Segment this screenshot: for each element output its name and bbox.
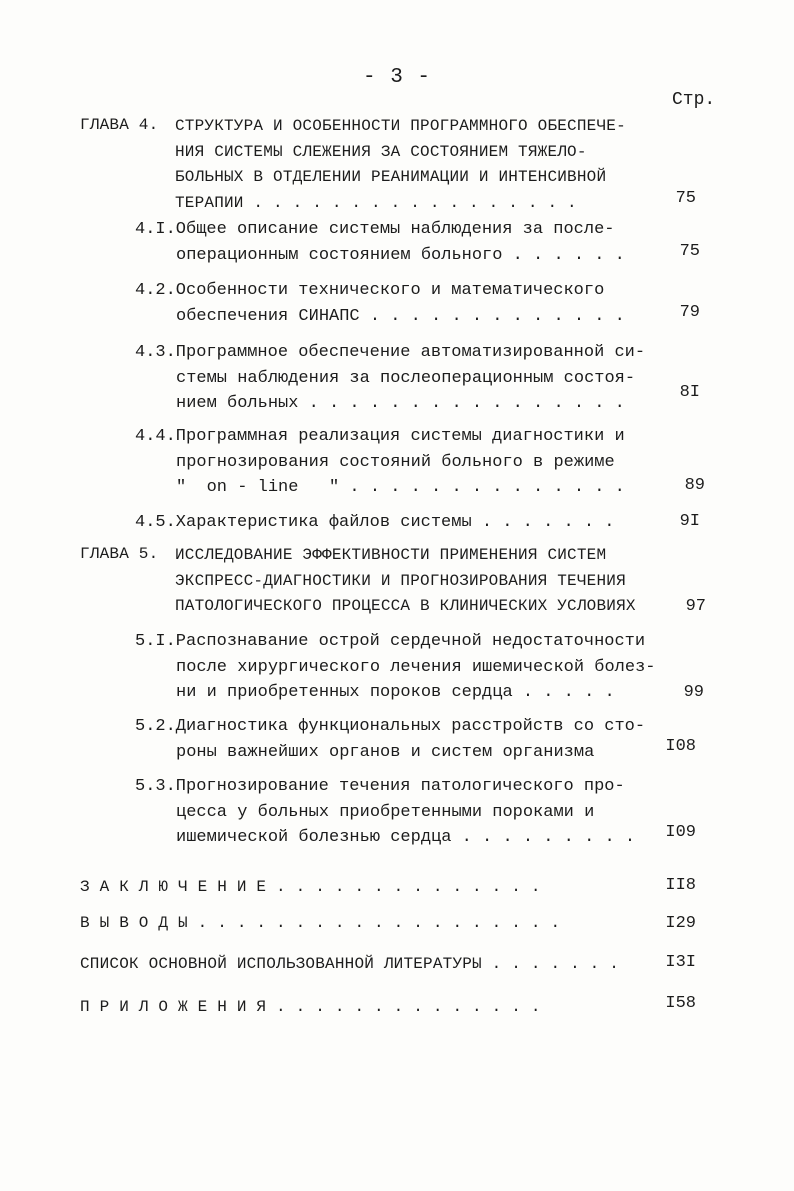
toc-appendix: П Р И Л О Ж Е Н И Я . . . . . . . . . . . . . . xyxy=(80,998,541,1016)
toc-entry-5-1 xyxy=(135,629,655,706)
chapter-5-line: ЭКСПРЕСС-ДИАГНОСТИКИ И ПРОГНОЗИРОВАНИЯ ТЕЧЕНИЯ xyxy=(175,571,626,590)
toc-entry-line: ишемической болезнью сердца . . . . . . . . . xyxy=(176,828,636,847)
toc-entry-line: 4.5.Характеристика файлов системы . . . . . . . xyxy=(135,513,615,532)
chapter-4-line: НИЯ СИСТЕМЫ СЛЕЖЕНИЯ ЗА СОСТОЯНИЕМ ТЯЖЕЛО- xyxy=(175,142,587,161)
toc-references: СПИСОК ОСНОВНОЙ ИСПОЛЬЗОВАННОЙ ЛИТЕРАТУРЫ . . . . . . . xyxy=(80,955,620,973)
toc-entry-line: операционным состоянием больного . . . . . . xyxy=(176,245,625,265)
toc-entry-line: 5.3.Прогнозирование течения патологического про- xyxy=(135,777,625,796)
toc-page-findings: I29 xyxy=(665,914,696,933)
toc-page-5-1: 99 xyxy=(683,683,704,702)
chapter-5-line: ПАТОЛОГИЧЕСКОГО ПРОЦЕССА В КЛИНИЧЕСКИХ УСЛОВИЯХ xyxy=(175,597,636,615)
toc-entry-line: 4.3.Программное обеспечение автоматизированной си- xyxy=(135,343,646,362)
toc-page-4-5: 9I xyxy=(679,512,700,531)
toc-findings: В Ы В О Д Ы . . . . . . . . . . . . . . . . . . . xyxy=(80,914,561,932)
toc-entry-4-3 xyxy=(135,340,645,417)
toc-page-4-2: 79 xyxy=(679,303,700,322)
toc-entry-line: цесса у больных приобретенными пороками и xyxy=(176,802,595,822)
chapter-4-title xyxy=(175,114,626,216)
toc-entry-line: ни и приобретенных пороков сердца . . . . . xyxy=(176,683,615,702)
chapter-4-line: БОЛЬНЫХ В ОТДЕЛЕНИИ РЕАНИМАЦИИ И ИНТЕНСИВНОЙ xyxy=(175,168,607,186)
toc-entry-line: " on - line " . . . . . . . . . . . . . . xyxy=(176,478,625,497)
toc-entry-4-4 xyxy=(135,424,625,501)
toc-entry-line: 4.I.Общее описание системы наблюдения за после- xyxy=(135,220,615,239)
toc-page-references: I3I xyxy=(665,953,696,972)
toc-entry-line: нием больных . . . . . . . . . . . . . . . . xyxy=(176,394,625,413)
toc-page-4-3: 8I xyxy=(679,383,700,402)
toc-entry-4-2 xyxy=(135,278,625,329)
chapter-5-label: ГЛАВА 5. xyxy=(80,545,159,563)
toc-entry-5-2 xyxy=(135,714,645,765)
chapter-4-label: ГЛАВА 4. xyxy=(80,116,159,134)
chapter-5-title xyxy=(175,543,636,620)
chapter-4-line: СТРУКТУРА И ОСОБЕННОСТИ ПРОГРАММНОГО ОБЕСПЕЧЕ- xyxy=(175,117,626,135)
chapter-5-line: ИССЛЕДОВАНИЕ ЭФФЕКТИВНОСТИ ПРИМЕНЕНИЯ СИСТЕМ xyxy=(175,546,607,564)
toc-entry-line: 4.2.Особенности технического и математического xyxy=(135,281,605,300)
chapter-4-page: 75 xyxy=(675,189,696,208)
page-column-label: Стр. xyxy=(672,90,716,110)
chapter-4-line: ТЕРАПИИ . . . . . . . . . . . . . . . . . xyxy=(175,193,577,212)
toc-page-conclusion: II8 xyxy=(665,876,696,895)
toc-entry-line: 5.2.Диагностика функциональных расстройств со сто- xyxy=(135,717,646,736)
toc-entry-line: после хирургического лечения ишемической болез- xyxy=(176,657,656,677)
toc-entry-line: стемы наблюдения за послеоперационным состоя- xyxy=(176,368,636,388)
toc-entry-4-5 xyxy=(135,510,614,536)
toc-page-4-4: 89 xyxy=(684,476,705,495)
toc-entry-line: прогнозирования состояний больного в режиме xyxy=(176,452,615,472)
toc-entry-line: роны важнейших органов и систем организма xyxy=(176,742,595,762)
toc-page-appendix: I58 xyxy=(665,994,696,1013)
page-number: - 3 - xyxy=(362,66,431,89)
toc-entry-line: 4.4.Программная реализация системы диагностики и xyxy=(135,427,625,446)
toc-page-5-2: I08 xyxy=(665,737,696,756)
toc-entry-4-1 xyxy=(135,217,625,268)
toc-conclusion: З А К Л Ю Ч Е Н И Е . . . . . . . . . . . . . . xyxy=(80,878,541,896)
toc-entry-line: обеспечения СИНАПС . . . . . . . . . . . . . xyxy=(176,306,625,326)
toc-entry-5-3 xyxy=(135,774,635,851)
toc-entry-line: 5.I.Распознавание острой сердечной недостаточности xyxy=(135,632,646,651)
toc-page-5-3: I09 xyxy=(665,823,696,842)
toc-page-4-1: 75 xyxy=(679,242,700,261)
chapter-5-page: 97 xyxy=(685,597,706,616)
